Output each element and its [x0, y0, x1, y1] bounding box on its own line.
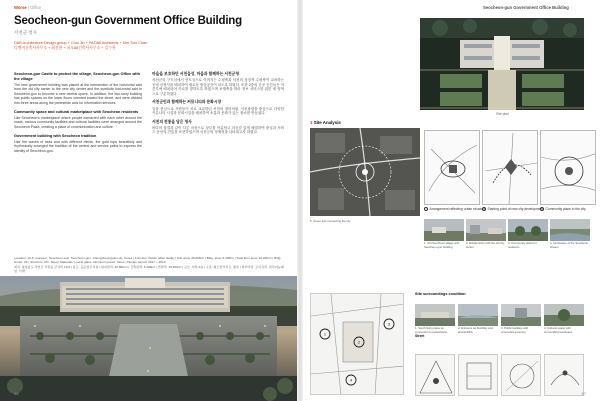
- korean-text-column: [152, 72, 284, 139]
- paragraph-heading: Community space and cultural marketplace with Seocheon residents: [14, 109, 139, 114]
- diagram-illustration: [483, 131, 538, 205]
- site-plan-illustration: [420, 18, 584, 110]
- diagram-community: [540, 130, 596, 205]
- analysis-caption-2: 2. Relationship with the old city center: [466, 241, 505, 249]
- page-subtitle-korean: 서천군 청사: [14, 30, 37, 35]
- diagram-label-1: Arrangement reflecting urban structure: [424, 207, 486, 211]
- page-gutter: [297, 0, 303, 401]
- surroundings-caption-1: 1. South living place as connection to pedestrians: [415, 326, 447, 334]
- surroundings-caption-4: 4. Cultural space with surrounding landscape: [544, 326, 573, 334]
- analysis-photo-4: [550, 219, 590, 241]
- analysis-photo-2: [466, 219, 506, 241]
- photo-illustration: [424, 219, 464, 241]
- left-running-header: Worse | Office: [14, 5, 42, 10]
- right-running-header: Seocheon-gun Government Office Building: [483, 5, 569, 10]
- paragraph-body: 길을 중심으로 사람들이 서로 교류하던 서천의 장터처럼, 서천광장을 중심으로 다양한 커뮤니티 시설과 문화시설을 배치하여 소통과 문화가 있는 장소를 만들었다.: [152, 106, 284, 116]
- analysis-caption-3: 3. Community plaza for residents: [508, 241, 537, 249]
- site-analysis-map: [310, 128, 420, 216]
- photo-illustration: [508, 219, 548, 241]
- right-page-number: 57: [581, 391, 586, 396]
- paragraph-heading: 서천군민과 함께하는 커뮤니티와 문화시장: [152, 100, 222, 105]
- surroundings-plan: [310, 293, 404, 395]
- photo-illustration: [550, 219, 590, 241]
- svg-text:3: 3: [387, 321, 391, 327]
- surroundings-diagram-4: [544, 354, 584, 396]
- map-illustration: [310, 128, 420, 216]
- analysis-caption-4: 4. Landscape of the Seocheon stream: [550, 241, 588, 249]
- svg-text:4: 4: [349, 377, 353, 383]
- english-text-column: [14, 72, 142, 157]
- surroundings-heading: Site surroundings condition: [415, 292, 466, 296]
- analysis-photo-1: [424, 219, 464, 241]
- surroundings-diagram-2: [458, 354, 498, 396]
- paragraph-body: 바다의 물결과 같이 다른 마음으로 상부를 아름답고 리듬감 있게 배열하여 중심과 서비스 동선의 전통을 표현하였으며 서천군의 정체성을 나타내고자 하였다.: [152, 125, 284, 135]
- surroundings-caption-3: 3. Public facilities with connected greenery: [501, 326, 529, 334]
- analysis-caption-1: 1. Old Seocheon village and Seocheon-gun building: [424, 241, 459, 249]
- paragraph-heading: 마을을 보호하던 서천읍성, 마을과 함께하는 서천군청: [152, 72, 240, 76]
- photo-illustration: [501, 304, 541, 326]
- paragraph-heading: Seocheon-gun Castle to protect the village, Seocheon-gun Office with the village: [14, 72, 140, 81]
- paragraph-body: Like the waves of seas and with different minds, the gold tops beautifully and rhythmically arranged the tradition of the central and service paths to express the identity of Seocheon-gun.: [14, 139, 142, 153]
- diagram-new-city: [482, 130, 538, 205]
- surroundings-caption-2: 2. Entrance as flexibility and accessibility: [458, 326, 493, 334]
- paragraph-heading: Government building with Seocheon tradition: [14, 133, 97, 138]
- plan-illustration: [311, 294, 404, 395]
- svg-text:1: 1: [323, 331, 327, 337]
- site-analysis-heading: 1 Site Analysis: [310, 120, 341, 125]
- site-plan-image: [420, 18, 584, 110]
- page-title: Seocheon-gun Government Office Building: [14, 15, 242, 27]
- surroundings-photo-4: [544, 304, 584, 326]
- photo-illustration: [415, 304, 455, 326]
- diagram-illustration: [545, 355, 584, 396]
- diagram-label-2: Starting point of new city development: [482, 207, 543, 211]
- paragraph-body: 서천군의 구도심에서 신도심으로 이어지는 수평축과 서천의 상징적 수평축이 교차하는 곳에 신청사를 배치하여 새로운 중심공간이 되도록 하였다. 또한 2층의 공공 공간들은 저층부에 배치되어 가로를 향하도록 하였으며 보행축을 따라 정보 서비스를 위한 세 영역으로 구분하였다.: [152, 78, 284, 96]
- photo-illustration: [544, 304, 584, 326]
- paragraph-body: Like Seocheon's marketplace where people interacted with each other around the roads, various community facilities and cultural facilities were arranged around the Seocheon Plaza, creating a place of communication and culture.: [14, 115, 142, 129]
- diagram-illustration: [459, 355, 498, 396]
- analysis-photo-3: [508, 219, 548, 241]
- diagram-illustration: [502, 355, 541, 396]
- surroundings-diagram-1: [415, 354, 455, 396]
- left-page-number: 56: [14, 391, 19, 396]
- photo-illustration: [466, 219, 506, 241]
- site-plan-caption: Site plan: [496, 112, 509, 116]
- photo-illustration: [458, 304, 498, 326]
- aerial-photograph: [0, 276, 297, 401]
- surroundings-photo-3: [501, 304, 541, 326]
- paragraph-heading: 서천의 전통을 담은 청사: [152, 119, 192, 124]
- diagram-label-3: Community place in the city: [540, 207, 586, 211]
- paragraph-body: The new government building was placed at the intersection of the horizontal axis from the old city center to the new city center and the symbolic horizontal axis in Seocheon-gun to become a new central space. In addition, the two-story building has public spaces on the lower floors oriented toward the street, and were divided into three areas along the pedestrian axis for information services.: [14, 82, 142, 106]
- architect-credits: D&B Architecture Design group + Choi Jin + PAO88 Architects + Kim Soo Chan 디앤비건축사사무소 + 최진한 + 파오88건축사사무소 + 김수찬: [14, 41, 148, 51]
- aerial-photo-illustration: [0, 276, 297, 401]
- surroundings-photo-2: [458, 304, 498, 326]
- svg-text:2: 2: [357, 339, 361, 345]
- surroundings-diagram-3: [501, 354, 541, 396]
- diagram-illustration: [425, 131, 480, 205]
- surroundings-street-label: Street: [415, 334, 425, 338]
- diagram-urban-structure: [424, 130, 480, 205]
- project-info-korean: 위치: 충청남도 서천군 서천읍 군사리 10-6 | 용도: 공공업무시설 | 대지면적: 36,896m² | 건축면적: 6,498m² | 연면적: 18,936m² | 규모: 지상 2층 | 구조: 철근콘크리트, 철골 | 외부마감: 로이유리, 알루미늄패널, 석재: [14, 264, 284, 273]
- project-info-english: Location: 10-6, Gunsa-ri, Seocheon-eup, Seocheon-gun, Chungcheongnam-do, Korea | Function: Public office facility | Site area: 36,896m² | Bldg. area: 6,498m² | Total floor area: 18,936m² | Bldg. scope: 2F | Structure: RC, Steel | Materials: Low-E glass, Aluminum panel, Stone | Design period: 2017 ~ 2018: [14, 256, 282, 265]
- project-info: [14, 256, 286, 273]
- surroundings-photo-1: [415, 304, 455, 326]
- analysis-caption-5: 5. Green axis connecting the city: [310, 219, 351, 223]
- diagram-illustration: [541, 131, 596, 205]
- diagram-illustration: [416, 355, 455, 396]
